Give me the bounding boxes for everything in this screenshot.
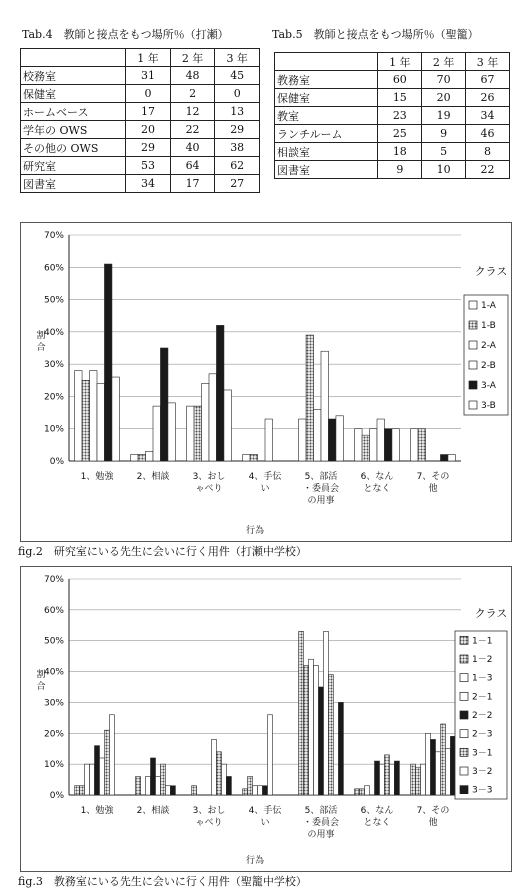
table5-caption: Tab.5 教師と接点をもつ場所％（聖籠） xyxy=(272,28,479,41)
bar xyxy=(258,786,263,795)
bar xyxy=(153,406,160,461)
x-tick-label: 6、なんとなく xyxy=(360,472,394,494)
table-cell: 64 xyxy=(170,157,215,175)
table-row-label: 教務室 xyxy=(275,71,378,89)
bar xyxy=(370,429,377,461)
bar xyxy=(168,403,175,461)
bar xyxy=(416,767,421,795)
table-row-label: ホームベース xyxy=(21,103,126,121)
bar xyxy=(265,419,272,461)
bar xyxy=(375,761,380,795)
bar xyxy=(384,755,389,795)
bar xyxy=(362,435,369,461)
x-tick-label: 1、勉強 xyxy=(80,806,114,816)
legend-swatch xyxy=(460,692,468,700)
bar xyxy=(131,455,138,461)
x-tick-label: 4、手伝い xyxy=(248,472,282,494)
bar xyxy=(394,761,399,795)
bar xyxy=(445,749,450,795)
table-cell: 29 xyxy=(126,139,171,157)
bar xyxy=(360,789,365,795)
bar xyxy=(75,371,82,461)
table-row xyxy=(21,121,260,139)
bar xyxy=(299,631,304,795)
bar xyxy=(355,789,360,795)
x-tick-label: 7、その他 xyxy=(416,806,450,828)
legend-label: 1－1 xyxy=(472,636,493,647)
table-cell: 9 xyxy=(378,161,422,179)
table-cell: 9 xyxy=(422,125,466,143)
table-row xyxy=(275,161,510,179)
bar xyxy=(411,764,416,795)
bar xyxy=(95,746,100,795)
bar xyxy=(248,776,253,795)
bar xyxy=(202,384,209,461)
bar xyxy=(421,764,426,795)
bar xyxy=(306,335,313,461)
table-cell: 67 xyxy=(466,71,510,89)
table-row-label: 図書室 xyxy=(275,161,378,179)
y-tick-label: 60% xyxy=(43,263,64,274)
bar xyxy=(338,702,343,795)
bar xyxy=(187,406,194,461)
bar xyxy=(392,429,399,461)
bar xyxy=(165,786,170,795)
table-cell: 8 xyxy=(466,143,510,161)
table-cell: 22 xyxy=(170,121,215,139)
table-cell: 40 xyxy=(170,139,215,157)
legend-label: 1-A xyxy=(481,301,496,311)
table-header-cell xyxy=(275,53,378,71)
legend-swatch xyxy=(469,401,477,409)
bar xyxy=(440,455,447,461)
bar xyxy=(314,665,319,795)
bar xyxy=(170,786,175,795)
legend-swatch xyxy=(469,321,477,329)
x-axis-label: 行為 xyxy=(245,526,265,536)
table-row-label: 教室 xyxy=(275,107,378,125)
x-tick-label: 3、おしゃべり xyxy=(192,472,226,494)
fig3-svg xyxy=(21,567,511,871)
table-cell: 18 xyxy=(378,143,422,161)
x-tick-label: 2、相談 xyxy=(136,806,170,816)
table-cell: 53 xyxy=(126,157,171,175)
legend-label: 3-B xyxy=(481,401,496,411)
x-axis-label: 行為 xyxy=(245,856,265,866)
table-cell: 0 xyxy=(215,85,260,103)
table-row xyxy=(275,89,510,107)
bar xyxy=(379,764,384,795)
legend-swatch xyxy=(460,767,468,775)
legend-swatch xyxy=(460,674,468,682)
table-row-label: 相談室 xyxy=(275,143,378,161)
table-cell: 60 xyxy=(378,71,422,89)
y-tick-label: 70% xyxy=(43,575,64,585)
bar xyxy=(426,733,431,795)
legend-label: 3－1 xyxy=(472,748,493,759)
table-cell: 17 xyxy=(126,103,171,121)
bar xyxy=(221,764,226,795)
x-tick-label: 1、勉強 xyxy=(80,472,114,482)
table-row-label: 図書室 xyxy=(21,175,126,193)
table-row-label: その他の OWS xyxy=(21,139,126,157)
y-tick-label: 20% xyxy=(43,729,64,740)
bar xyxy=(224,390,231,461)
table-row-label: 校務室 xyxy=(21,67,126,85)
table-row xyxy=(21,85,260,103)
bar xyxy=(112,377,119,461)
bar xyxy=(299,419,306,461)
table-row-label: 学年の OWS xyxy=(21,121,126,139)
bar xyxy=(314,409,321,461)
table-cell: 17 xyxy=(170,175,215,193)
bar xyxy=(151,758,156,795)
y-tick-label: 30% xyxy=(43,360,64,371)
bar xyxy=(267,715,272,795)
y-tick-label: 10% xyxy=(43,424,64,435)
table-cell: 25 xyxy=(378,125,422,143)
legend-swatch xyxy=(469,301,477,309)
bar xyxy=(365,786,370,795)
table-cell: 27 xyxy=(215,175,260,193)
table-row xyxy=(275,71,510,89)
table-header-row xyxy=(21,49,260,67)
table-cell: 70 xyxy=(422,71,466,89)
y-tick-label: 50% xyxy=(43,636,64,647)
table-cell: 19 xyxy=(422,107,466,125)
bar xyxy=(253,786,258,795)
x-tick-label: 5、部活・委員会の用事 xyxy=(302,806,340,840)
bar xyxy=(328,419,335,461)
legend-title: クラス xyxy=(474,265,508,278)
bar xyxy=(448,455,455,461)
legend-title: クラス xyxy=(474,607,508,620)
table-row xyxy=(21,175,260,193)
table-row xyxy=(275,107,510,125)
table-cell: 22 xyxy=(466,161,510,179)
legend-label: 3－3 xyxy=(472,785,493,796)
y-tick-label: 70% xyxy=(43,231,64,241)
table-cell: 38 xyxy=(215,139,260,157)
legend-swatch xyxy=(469,361,477,369)
bar xyxy=(384,429,391,461)
table-row-label: 研究室 xyxy=(21,157,126,175)
legend-swatch xyxy=(460,748,468,756)
table-header-row xyxy=(275,53,510,71)
legend-swatch xyxy=(460,730,468,738)
legend-swatch xyxy=(469,381,477,389)
bar xyxy=(309,659,314,795)
bar xyxy=(75,786,80,795)
table-cell: 46 xyxy=(466,125,510,143)
legend-swatch xyxy=(460,711,468,719)
bar xyxy=(355,429,362,461)
legend-label: 3-A xyxy=(481,381,496,391)
bar xyxy=(155,776,160,795)
table-row xyxy=(21,157,260,175)
legend-swatch xyxy=(460,636,468,644)
bar xyxy=(435,752,440,795)
bar xyxy=(90,371,97,461)
table5 xyxy=(274,52,510,179)
fig2-svg xyxy=(21,223,511,541)
bar xyxy=(160,348,167,461)
table-cell: 45 xyxy=(215,67,260,85)
legend-label: 1-B xyxy=(481,321,496,331)
table4-caption: Tab.4 教師と接点をもつ場所％（打瀬） xyxy=(22,28,229,41)
x-tick-label: 3、おしゃべり xyxy=(192,806,226,828)
table-cell: 34 xyxy=(126,175,171,193)
y-tick-label: 60% xyxy=(43,605,64,616)
y-axis-label: 割合 xyxy=(36,670,46,692)
table-row xyxy=(21,67,260,85)
table4 xyxy=(20,48,260,193)
bar xyxy=(411,429,418,461)
bar xyxy=(319,687,324,795)
table-cell: 48 xyxy=(170,67,215,85)
x-tick-label: 2、相談 xyxy=(136,472,170,482)
bar xyxy=(226,776,231,795)
table-cell: 15 xyxy=(378,89,422,107)
bar xyxy=(216,752,221,795)
legend-swatch xyxy=(460,786,468,794)
bar xyxy=(109,715,114,795)
table-header-cell: 1 年 xyxy=(126,49,171,67)
table-row-label: ランチルーム xyxy=(275,125,378,143)
table-cell: 34 xyxy=(466,107,510,125)
bar xyxy=(304,665,309,795)
bar xyxy=(389,764,394,795)
y-tick-label: 0% xyxy=(49,457,64,467)
y-tick-label: 20% xyxy=(43,392,64,403)
legend-swatch xyxy=(460,655,468,663)
table-row-label: 保健室 xyxy=(21,85,126,103)
legend-label: 2－2 xyxy=(472,711,493,721)
bar xyxy=(243,455,250,461)
bar xyxy=(160,764,165,795)
table-cell: 5 xyxy=(422,143,466,161)
bar xyxy=(431,739,436,795)
x-tick-label: 6、なんとなく xyxy=(360,806,394,828)
fig2-caption: fig.2 研究室にいる先生に会いに行く用件（打瀬中学校） xyxy=(18,545,307,558)
table-row-label: 保健室 xyxy=(275,89,378,107)
x-tick-label: 7、その他 xyxy=(416,472,450,494)
legend-label: 2-B xyxy=(481,361,496,371)
y-tick-label: 50% xyxy=(43,295,64,306)
bar xyxy=(250,455,257,461)
bar xyxy=(263,786,268,795)
bar xyxy=(440,724,445,795)
fig3-chart xyxy=(20,566,512,872)
fig2-chart xyxy=(20,222,512,542)
legend-swatch xyxy=(469,341,477,349)
table-row xyxy=(275,143,510,161)
table-cell: 0 xyxy=(126,85,171,103)
x-tick-label: 4、手伝い xyxy=(248,806,282,828)
table-cell: 26 xyxy=(466,89,510,107)
table-header-cell xyxy=(21,49,126,67)
bar xyxy=(104,264,111,461)
table-header-cell: 1 年 xyxy=(378,53,422,71)
bar xyxy=(243,789,248,795)
bar xyxy=(211,739,216,795)
legend-label: 2－1 xyxy=(472,692,493,703)
bar xyxy=(82,380,89,461)
bar xyxy=(104,730,109,795)
bar xyxy=(192,786,197,795)
legend-label: 2－3 xyxy=(472,729,493,740)
table-cell: 10 xyxy=(422,161,466,179)
bar xyxy=(80,786,85,795)
y-tick-label: 40% xyxy=(43,667,64,678)
table-cell: 62 xyxy=(215,157,260,175)
bar xyxy=(377,419,384,461)
legend-box xyxy=(464,295,508,415)
legend-label: 1－2 xyxy=(472,655,493,665)
y-tick-label: 10% xyxy=(43,760,64,771)
y-tick-label: 0% xyxy=(49,791,64,801)
bar xyxy=(99,758,104,795)
table-cell: 13 xyxy=(215,103,260,121)
bar xyxy=(85,764,90,795)
bar xyxy=(418,429,425,461)
bar xyxy=(336,416,343,461)
y-tick-label: 40% xyxy=(43,327,64,338)
table-cell: 12 xyxy=(170,103,215,121)
bar xyxy=(194,406,201,461)
legend-label: 3－2 xyxy=(472,767,493,777)
x-tick-label: 5、部活・委員会の用事 xyxy=(302,472,340,506)
table-header-cell: 2 年 xyxy=(170,49,215,67)
bar xyxy=(321,351,328,461)
table-cell: 29 xyxy=(215,121,260,139)
table-header-cell: 3 年 xyxy=(215,49,260,67)
bar xyxy=(90,764,95,795)
bar xyxy=(323,631,328,795)
table-cell: 31 xyxy=(126,67,171,85)
bar xyxy=(97,384,104,461)
y-axis-label: 割合 xyxy=(36,331,46,353)
bar xyxy=(209,374,216,461)
table-header-cell: 3 年 xyxy=(466,53,510,71)
bar xyxy=(216,325,223,461)
bar xyxy=(146,776,151,795)
bar xyxy=(138,455,145,461)
y-tick-label: 30% xyxy=(43,698,64,709)
legend-label: 2-A xyxy=(481,341,496,351)
table-cell: 23 xyxy=(378,107,422,125)
table-row xyxy=(275,125,510,143)
table-cell: 20 xyxy=(126,121,171,139)
bar xyxy=(328,675,333,795)
table-row xyxy=(21,103,260,121)
fig3-caption: fig.3 教務室にいる先生に会いに行く用件（聖籠中学校） xyxy=(18,875,307,888)
legend-label: 1－3 xyxy=(472,673,493,684)
table-row xyxy=(21,139,260,157)
bar xyxy=(136,776,141,795)
table-cell: 20 xyxy=(422,89,466,107)
table-cell: 2 xyxy=(170,85,215,103)
bar xyxy=(146,451,153,461)
table-header-cell: 2 年 xyxy=(422,53,466,71)
